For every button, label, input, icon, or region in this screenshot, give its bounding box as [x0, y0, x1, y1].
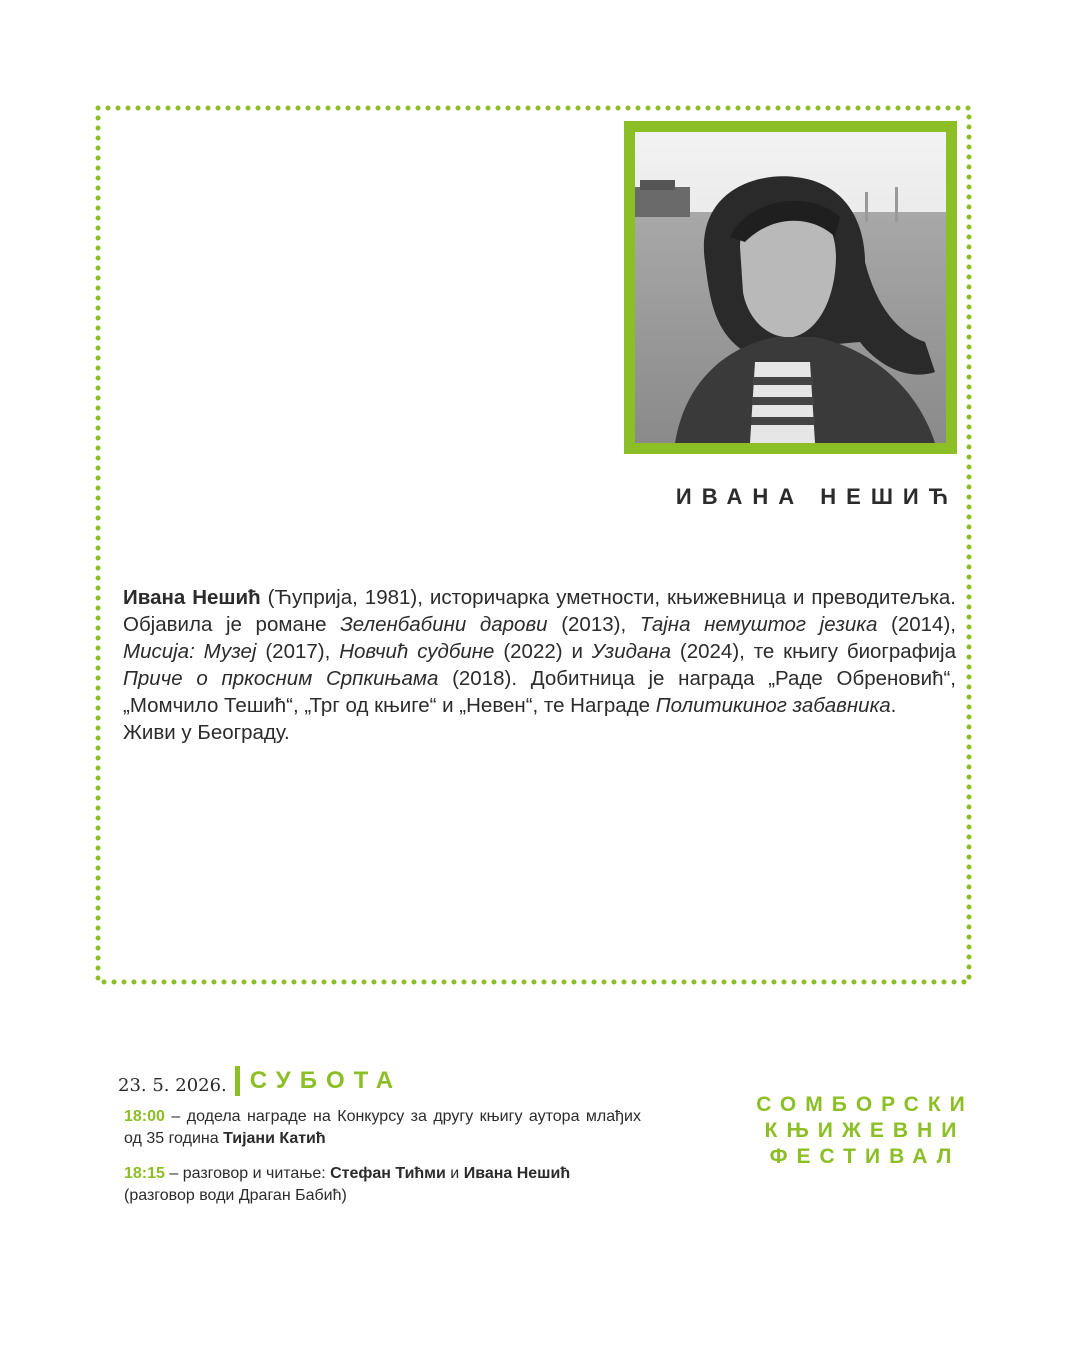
schedule-header	[118, 1066, 402, 1096]
event-date: 23. 5. 2026.	[118, 1074, 227, 1096]
bio-author-name: Ивана Нешић	[123, 586, 261, 609]
portrait-image	[635, 132, 946, 443]
author-photo	[624, 121, 957, 454]
festival-line: КЊИЖЕВНИ	[764, 1119, 966, 1142]
bio-text: (2017),	[256, 640, 340, 663]
event-description: и	[445, 1165, 464, 1182]
event-person: Ивана Нешић	[463, 1165, 571, 1182]
bio-text: .	[890, 694, 897, 717]
festival-line: ФЕСТИВАЛ	[769, 1145, 961, 1168]
schedule-event	[124, 1106, 641, 1150]
bio-residence: Живи у Београду.	[123, 721, 290, 744]
festival-logo-text	[700, 1092, 1030, 1170]
event-time: 18:15	[124, 1165, 165, 1182]
bio-book-title: Зеленбабини дарови	[340, 613, 548, 636]
bio-text: (2024), те књигу биографија	[671, 640, 956, 663]
bio-magazine-title: Политикиног забавника	[655, 694, 891, 717]
bio-text: (2013),	[547, 613, 640, 636]
festival-line: СОМБОРСКИ	[756, 1093, 974, 1116]
bio-book-title: Новчић судбине	[339, 640, 495, 663]
bio-text: (2022) и	[494, 640, 592, 663]
event-moderator: (разговор води Драган Бабић)	[124, 1187, 347, 1204]
schedule-event	[124, 1163, 641, 1207]
event-description: – разговор и читање:	[164, 1165, 331, 1182]
author-name-heading: ИВАНА НЕШИЋ	[675, 484, 958, 509]
bio-text: (2018). Добитница је награда „Раде Обреновић“, „Момчило Тешић“, „Трг од књиге“ и „Невен“, те Награде	[123, 667, 956, 717]
event-description: – додела награде на Конкурсу за другу књигу аутора млађих од 35 година	[124, 1108, 641, 1147]
date-divider	[235, 1066, 240, 1096]
event-day: СУБОТА	[249, 1067, 403, 1094]
bio-text: (Ћуприја, 1981), историчарка уметности, књижевница и преводитељка. Објавила је романе	[123, 586, 956, 636]
bio-book-title: Мисија: Музеј	[123, 640, 257, 663]
bio-text: (2014),	[877, 613, 956, 636]
bio-book-title: Тајна немуштог језика	[639, 613, 878, 636]
event-time: 18:00	[124, 1108, 165, 1125]
bio-book-title: Узидана	[591, 640, 672, 663]
event-person: Стефан Тићми	[330, 1165, 446, 1182]
bio-book-title: Приче о пркосним Српкињама	[123, 667, 439, 690]
event-person: Тијани Катић	[223, 1130, 326, 1147]
author-biography	[123, 584, 956, 746]
